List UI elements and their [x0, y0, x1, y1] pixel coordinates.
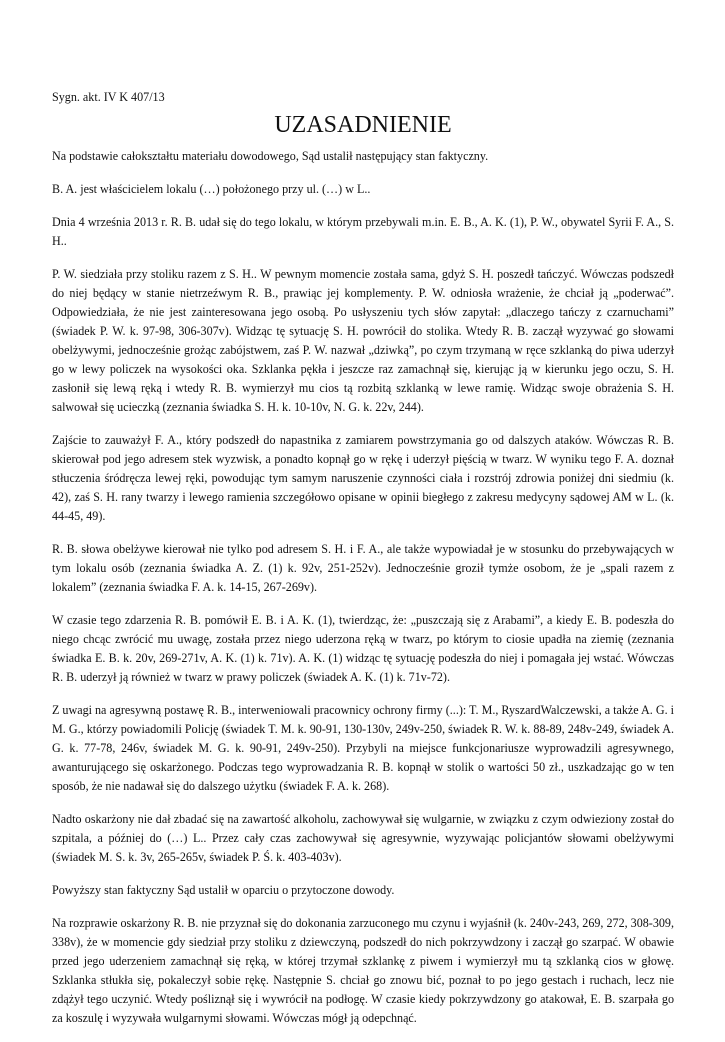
paragraph-findings-intro: Na podstawie całokształtu materiału dowodowego, Sąd ustalił następujący stan faktyczny.	[52, 149, 489, 163]
paragraph-date-attendees: Dnia 4 września 2013 r. R. B. udał się do tego lokalu, w którym przebywali m.in. E. B., A. K. (1), P. W., obywatel Syrii F. A., S. H..	[52, 215, 674, 248]
paragraph-defendant-testimony: Na rozprawie oskarżony R. B. nie przyznał się do dokonania zarzuconego mu czynu i wyjaśnił (k. 240v-243, 269, 272, 308-309, 338v), że w momencie gdy siedział przy stoliku z dziewczyną, podszedł do nich pokrzywdzony i zaczął go szarpać. W obawie przed jego uderzeniem zamachnął się ręką, w której trzymał szklankę z piwem i wymierzył mu tą szklanką cios w głowę. Szklanka stłukła się, pokaleczył sobie rękę. Następnie S. chciał go znowu bić, poznał to po jego gestach i ruchach, lecz nie zdążył tego uczynić. Wtedy pośliznął się i wywrócił na podłogę. W czasie kiedy pokrzywdzony go atakował, E. B. szarpała go za koszulę i wyzywała wulgarnymi słowami. Wówczas mógł ją odepchnąć.	[52, 916, 674, 1025]
paragraph-assault: W czasie tego zdarzenia R. B. pomówił E. B. i A. K. (1), twierdząc, że: „puszczają się z Arabami”, a kiedy E. B. podeszła do niego chcąc zwrócić mu uwagę, została przez niego uderzona ręką w twarz, po którym to ciosie upadła na ziemię (zeznania świadka E. B. k. 20v, 269-271v, A. K. (1) k. 71v). A. K. (1) widząc tę sytuację podeszła do niej i pomagała jej wstać. Wówczas R. B. uderzył ją również w twarz w prawy policzek (świadek A. K. (1) k. 71v-72).	[52, 613, 674, 684]
document-page	[52, 88, 674, 1042]
case-signature: Sygn. akt. IV K 407/13	[52, 90, 165, 104]
paragraph-intervention: Zajście to zauważył F. A., który podszedł do napastnika z zamiarem powstrzymania go od dalszych ataków. Wówczas R. B. skierował pod jego adresem stek wyzwisk, a ponadto kopnął go w rękę i uderzył pięścią w twarz. W wyniku tego F. A. doznał stłuczenia śródręcza lewej ręki, powodując tym samym naruszenie czynności ciała i rozstrój zdrowia poniżej dni siedmiu (k. 42), zaś S. H. rany twarzy i lewego ramienia szczegółowo opisane w opinii biegłego z zakresu medycyny sądowej AM w L. (k. 44-45, 49).	[52, 433, 674, 523]
paragraph-threats: R. B. słowa obelżywe kierował nie tylko pod adresem S. H. i F. A., ale także wypowiadał je w stosunku do przebywających w tym lokalu osób (zeznania świadka A. Z. (1) k. 92v, 251-252v). Jednocześnie groził tymże osobom, że je „spali razem z lokalem” (zeznania świadka F. A. k. 14-15, 267-269v).	[52, 542, 674, 594]
paragraph-alcohol-test: Nadto oskarżony nie dał zbadać się na zawartość alkoholu, zachowywał się wulgarnie, w związku z czym odwieziony został do szpitala, a później do (…) L.. Przez cały czas zachowywał się agresywnie, wyzywając policjantów słowami obelżywymi (świadek M. S. k. 3v, 265-265v, świadek P. Ś. k. 403-403v).	[52, 812, 674, 864]
paragraph-incident: P. W. siedziała przy stoliku razem z S. H.. W pewnym momencie została sama, gdyż S. H. poszedł tańczyć. Wówczas podszedł do niej będący w stanie nietrzeźwym R. B., prawiąc jej komplementy. P. W. odniosła wrażenie, że chciał ją „poderwać”. Odpowiedziała, że nie jest zainteresowana jego osobą. Po usłyszeniu tych słów zapytał: „dlaczego tańczy z czarnuchami” (świadek P. W. k. 97-98, 306-307v). Widząc tę sytuację S. H. powrócił do stolika. Wtedy R. B. zaczął wyzywać go słowami obelżywymi, jednocześnie grożąc zabójstwem, zaś P. W. nazwał „dziwką”, po czym trzymaną w ręce szklanką do piwa uderzył go w lewy policzek na wysokości oka. Szklanka pękła i jeszcze raz zamachnął się, kierując ją w kierunku jego oczu, S. H. zasłonił się lewą ręką i wtedy R. B. wymierzył mu cios tą rozbitą szklanką w lewe ramię. Widząc swoje obrażenia S. H. salwował się ucieczką (zeznania świadka S. H. k. 10-10v, N. G. k. 22v, 244).	[52, 267, 674, 414]
document-title: UZASADNIENIE	[274, 112, 452, 138]
paragraph-venue-owner: B. A. jest właścicielem lokalu (…) położonego przy ul. (…) w L..	[52, 182, 371, 196]
paragraph-evidence-basis: Powyższy stan faktyczny Sąd ustalił w oparciu o przytoczone dowody.	[52, 883, 395, 897]
paragraph-security: Z uwagi na agresywną postawę R. B., interweniowali pracownicy ochrony firmy (...): T. M., RyszardWalczewski, a także A. G. i M. G., którzy powiadomili Policję (świadek T. M. k. 90-91, 130-130v, 249v-250, świadek R. W. k. 88-89, 248v-249, świadek A. G. k. 77-78, 246v, świadek M. G. k. 90-91, 249v-250). Przybyli na miejsce funkcjonariusze wyprowadzili agresywnego, awanturującego się oskarżonego. Podczas tego wyprowadzania R. B. kopnął w stolik o wartości 50 zł., uszkadzając go w ten sposób, że nie nadawał się do dalszego użytku (świadek F. A. k. 268).	[52, 703, 674, 793]
